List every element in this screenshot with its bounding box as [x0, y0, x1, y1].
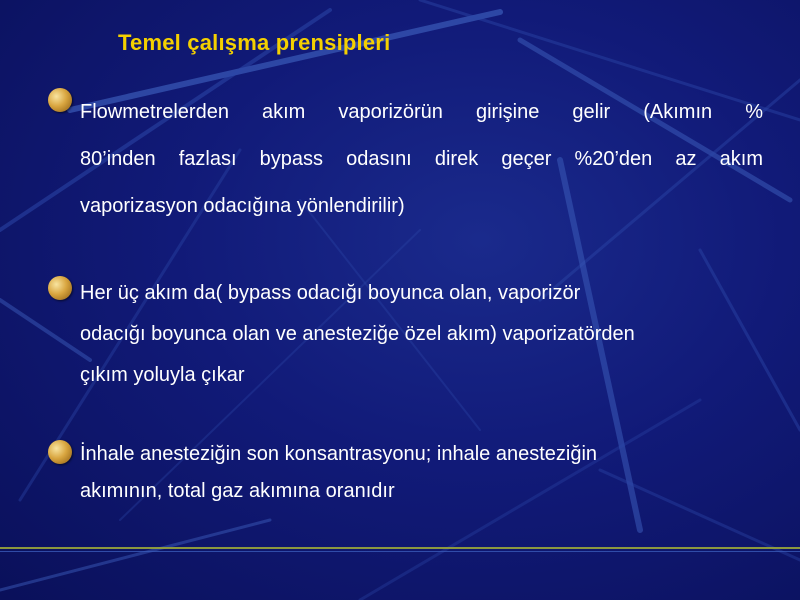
bullet-text-1: [80, 89, 763, 230]
bullet-text-2: [80, 273, 770, 396]
bullet-2-line-2: odacığı boyunca olan ve anesteziğe özel akım) vaporizatörden: [80, 323, 635, 345]
bullet-2-line-1: Her üç akım da( bypass odacığı boyunca olan, vaporizör: [80, 282, 581, 304]
bullet-icon: [48, 276, 72, 300]
bullet-3-line-1: İnhale anesteziğin son konsantrasyonu; inhale anesteziğin: [80, 443, 598, 465]
bullet-icon: [48, 88, 72, 112]
bullet-3-line-2: akımının, total gaz akımına oranıdır: [80, 480, 395, 502]
bullet-text-3: [80, 436, 770, 510]
bullet-1-line-1: Flowmetrelerden akım vaporizörün girişine gelir (Akımın %: [80, 101, 763, 123]
bullet-2-line-3: çıkım yoluyla çıkar: [80, 364, 245, 386]
slide-title: Temel çalışma prensipleri: [118, 30, 391, 55]
bullet-icon: [48, 440, 72, 464]
bullet-1-line-2: 80’inden fazlası bypass odasını direk geçer %20’den az akım: [80, 148, 763, 170]
bullet-1-line-3: vaporizasyon odacığına yönlendirilir): [80, 195, 405, 217]
